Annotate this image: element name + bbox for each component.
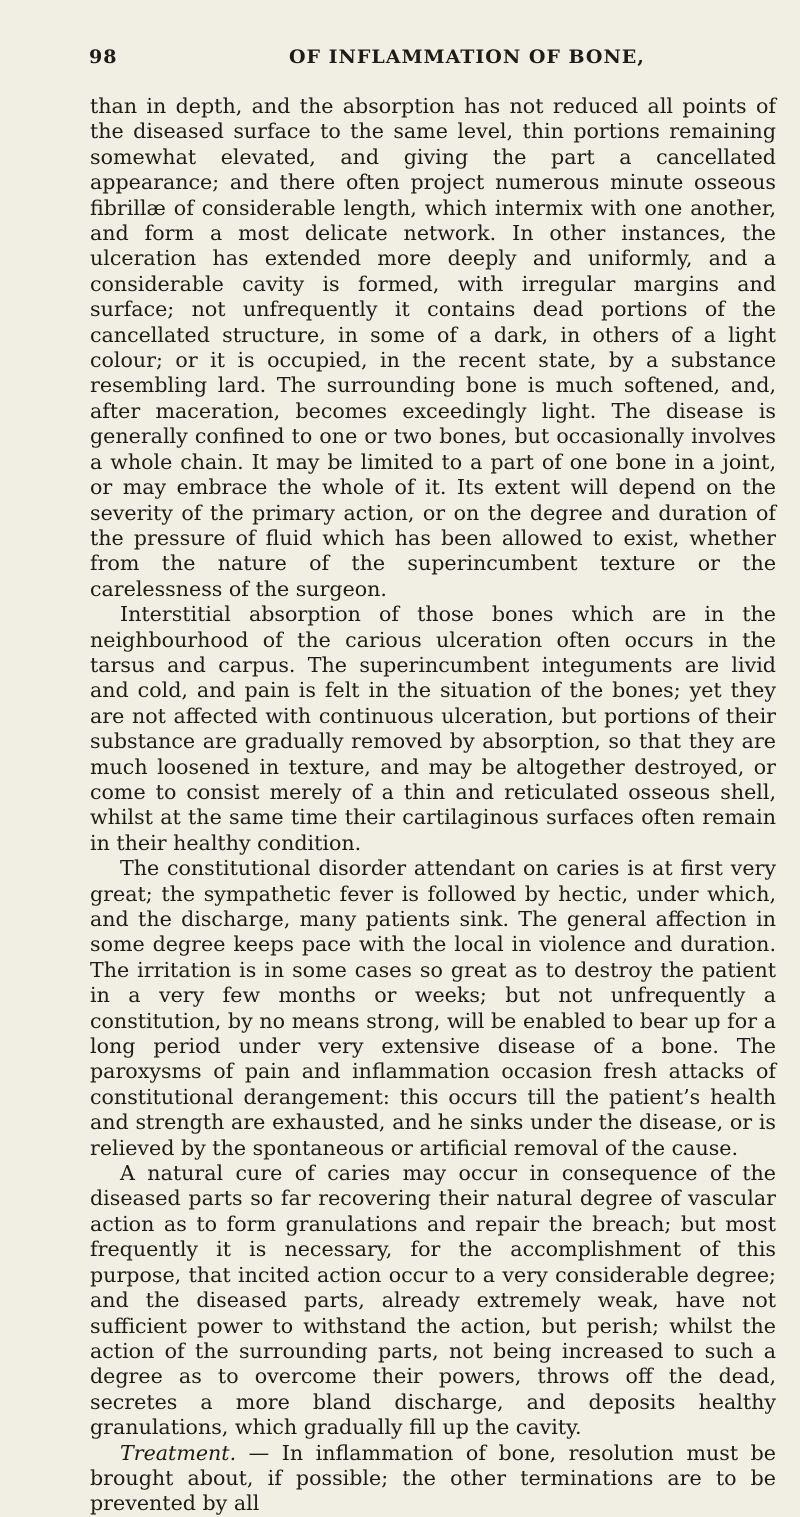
treatment-heading: Treatment. <box>120 1440 237 1465</box>
running-head: OF INFLAMMATION OF BONE, <box>289 46 645 68</box>
paragraph-interstitial-absorption: Interstitial absorption of those bones which are in the neighbourhood of the carious ulceration often occurs in the tarsus and carpus. The superincumbent integuments are livid and cold, and pain is felt in the situation of the bones; yet they are not affected with continuous ulceration, but portions of their substance are gradually removed by absorption, so that they are much loosened in texture, and may be altogether destroyed, or come to consist merely of a thin and reticulated osseous shell, whilst at the same time their cartilaginous surfaces often remain in their healthy condition. <box>90 602 776 855</box>
paragraph-caries-ulceration: than in depth, and the absorption has not reduced all points of the diseased surface to the same level, thin portions remaining somewhat elevated, and giving the part a cancellated appearance; and there often project numerous minute osseous fibrillæ of considerable length, which intermix with one another, and form a most delicate network. In other instances, the ulceration has extended more deeply and uniformly, and a considerable cavity is formed, with irregular margins and surface; not unfrequently it contains dead portions of the cancellated structure, in some of a dark, in others of a light colour; or it is occupied, in the recent state, by a substance resembling lard. The surrounding bone is much softened, and, after maceration, becomes exceedingly light. The disease is generally confined to one or two bones, but occasionally involves a whole chain. It may be limited to a part of one bone in a joint, or may embrace the whole of it. Its extent will depend on the severity of the primary action, or on the degree and duration of the pressure of fluid which has been allowed to exist, whether from the nature of the superincumbent texture or the carelessness of the surgeon. <box>90 94 776 601</box>
paragraph-constitutional-disorder: The constitutional disorder attendant on caries is at first very great; the sympathetic fever is followed by hectic, under which, and the discharge, many patients sink. The general affection in some degree keeps pace with the local in violence and duration. The irritation is in some cases so great as to destroy the patient in a very few months or weeks; but not unfrequently a constitution, by no means strong, will be enabled to bear up for a long period under very extensive disease of a bone. The paroxysms of pain and inflammation occasion fresh attacks of constitutional derangement: this occurs till the patient’s health and strength are exhausted, and he sinks under the disease, or is relieved by the spontaneous or artificial removal of the cause. <box>90 856 776 1160</box>
body-text <box>90 94 776 1517</box>
page-header <box>89 46 769 76</box>
paragraph-natural-cure: A natural cure of caries may occur in consequence of the diseased parts so far recovering their natural degree of vascular action as to form granulations and repair the breach; but most frequently it is necessary, for the accomplishment of this purpose, that incited action occur to a very considerable degree; and the diseased parts, already extremely weak, have not sufficient power to withstand the action, but perish; whilst the action of the surrounding parts, not being increased to such a degree as to overcome their powers, throws off the dead, secretes a more bland discharge, and deposits healthy granulations, which gradually fill up the cavity. <box>90 1161 776 1440</box>
paragraph-treatment <box>90 1441 776 1517</box>
treatment-text: — In inflammation of bone, resolution must be brought about, if possible; the other terminations are to be prevented by all <box>90 1440 776 1516</box>
page-number: 98 <box>89 46 118 68</box>
